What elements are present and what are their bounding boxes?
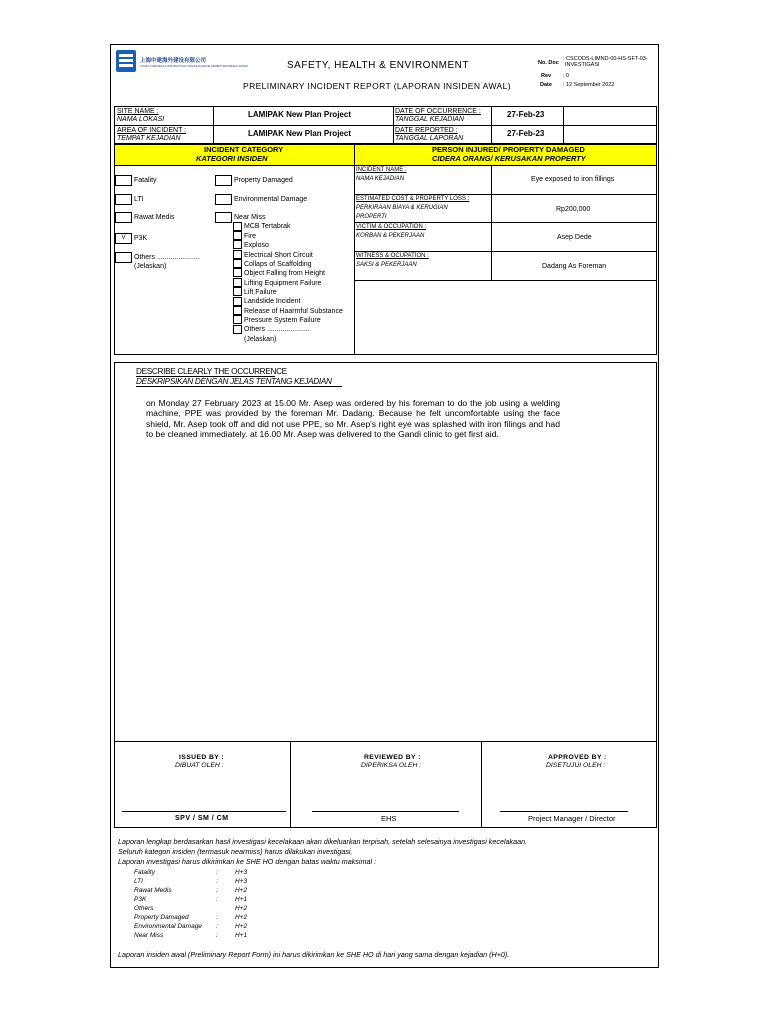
near-miss-item-checkbox[interactable] — [233, 231, 242, 240]
lti-label: LTI — [134, 196, 144, 203]
near-miss-checkbox[interactable] — [215, 212, 232, 223]
category-title-id: KATEGORI INSIDEN — [196, 154, 268, 163]
reviewed-label-id: DIPERIKSA OLEH : — [361, 762, 422, 769]
others-label: Others ...................... — [134, 254, 200, 261]
incident-name-label: INCIDENT NAME : — [356, 167, 407, 173]
cost-label-id: PERKIRAAN BIAYA & KERUGIAN — [356, 205, 448, 211]
note-line-2: Seluruh kategori insiden (termasuk nearmiss) harus dilakukan investigasi. — [118, 847, 353, 856]
deadline-separator: : — [216, 878, 218, 885]
reviewed-label: REVIEWED BY : — [364, 754, 421, 761]
deadline-value: H+2 — [235, 905, 248, 912]
occurrence-label-id: TANGGAL KEJADIAN — [395, 116, 464, 123]
environmental-damage-label: Environmental Damage — [234, 196, 308, 203]
near-miss-item: Landslide Incident — [244, 298, 301, 305]
property-damaged-label: Property Damaged — [234, 177, 293, 184]
p3k-label: P3K — [134, 235, 148, 242]
near-miss-item: Object Falling from Height — [244, 270, 325, 277]
area-label-id: TEMPAT KEJADIAN — [117, 135, 181, 142]
area-label: AREA OF INCIDENT : — [117, 127, 187, 134]
witness-label-id: SAKSI & PEKERJAAN — [356, 262, 417, 268]
incident-name-value: Eye exposed to iron fillings — [531, 176, 615, 183]
logo-icon — [116, 50, 136, 72]
deadline-separator: : — [216, 914, 218, 921]
company-name-en: CSCEC OVERSEAS CONSTRUCTION (SHANGHAI) DEVELOPMENT INDONESIA LIMITED — [140, 65, 248, 68]
near-miss-item: Pressure System Failure — [244, 317, 321, 324]
site-value: LAMIPAK New Plan Project — [248, 110, 351, 119]
deadline-category: Fatality — [134, 869, 155, 876]
deadline-value: H+3 — [235, 878, 248, 885]
victim-value: Asep Dede — [557, 234, 592, 241]
others-note: (Jelaskan) — [134, 263, 167, 270]
approved-role: Project Manager / Director — [528, 814, 616, 823]
page-title: SAFETY, HEALTH & ENVIRONMENT — [287, 60, 469, 71]
near-miss-item: MCB Tertabrak — [244, 223, 291, 230]
deadline-value: H+1 — [235, 896, 248, 903]
issued-role: SPV / SM / CM — [175, 815, 229, 822]
issued-label-id: DIBUAT OLEH : — [175, 762, 224, 769]
company-name-cn: 上海中建海外建设有限公司 — [140, 58, 207, 64]
near-miss-item-checkbox[interactable] — [233, 287, 242, 296]
cost-value: Rp200,000 — [556, 206, 591, 213]
reviewed-role: EHS — [381, 814, 397, 823]
near-miss-item: Electrical Short Circuit — [244, 252, 313, 259]
note-line-3: Laporan investigasi harus dikirimkan ke SHE HO dengan batas waktu maksimal : — [118, 857, 377, 866]
environmental-damage-checkbox[interactable] — [215, 194, 232, 205]
approved-label: APPROVED BY : — [548, 754, 607, 761]
deadline-value: H+3 — [235, 869, 248, 876]
deadline-category: Property Damaged — [134, 914, 189, 921]
description-text: on Monday 27 February 2023 at 15.00 Mr. Asep was ordered by his foreman to do the job using a welding machine, PPE was provided by the foreman Mr. Dadang. Because he felt uncomfortable using the face shield, Mr. Asep took off and did not use PPE, so Mr. Asep's right eye was splashed with iron filings and had to be cleaned immediately. at 16.00 Mr. Asep was delivered to the Gandi clinic to get first aid. — [146, 398, 560, 440]
site-label-id: NAMA LOKASI — [117, 116, 165, 123]
rawat-medis-label: Rawat Medis — [134, 214, 175, 221]
reported-label-id: TANGGAL LAPORAN — [395, 135, 464, 142]
deadline-separator: : — [216, 869, 218, 876]
approved-label-id: DISETUJUI OLEH : — [546, 762, 606, 769]
victim-label-id: KORBAN & PEKERJAAN — [356, 233, 425, 239]
deadline-value: H+2 — [235, 914, 248, 921]
near-miss-item-checkbox[interactable] — [233, 278, 242, 287]
deadline-category: Near Miss — [134, 932, 164, 939]
rev-label: Rev — [541, 73, 552, 79]
deadline-separator: : — [216, 923, 218, 930]
occurrence-value: 27-Feb-23 — [507, 110, 545, 119]
near-miss-item: Fire — [244, 233, 257, 240]
near-miss-item-checkbox[interactable] — [233, 297, 242, 306]
note-line-1: Laporan lengkap berdasarkan hasil investigasi kecelakaan akan dikeluarkan terpisah, setelah selesainya investigasi kecelakaan. — [118, 837, 528, 846]
company-logo — [116, 50, 136, 72]
note-final: Laporan insiden awal (Preliminary Report Form) ini harus dikirimkan ke SHE HO di hari yang sama dengan kejadian (H+0). — [118, 950, 510, 959]
rawat-medis-checkbox[interactable] — [115, 212, 132, 223]
area-value: LAMIPAK New Plan Project — [248, 129, 351, 138]
doc-value-2: INVESTIGASI — [565, 62, 600, 68]
near-miss-label: Near Miss — [234, 214, 266, 221]
near-miss-item: Lift Failure — [244, 289, 277, 296]
reported-label: DATE REPORTED : — [395, 127, 458, 134]
reported-value: 27-Feb-23 — [507, 129, 545, 138]
rev-value: : 0 — [563, 73, 570, 79]
deadline-separator: : — [216, 896, 218, 903]
near-miss-item: Lifting Equipment Failure — [244, 280, 322, 287]
near-miss-item-checkbox[interactable] — [233, 306, 242, 315]
p3k-checkbox[interactable]: V — [115, 233, 132, 244]
cost-label: ESTIMATED COST & PROPERTY LOSS : — [356, 196, 470, 202]
fatality-checkbox[interactable] — [115, 175, 132, 186]
near-miss-note: (Jelaskan) — [244, 336, 277, 343]
date-value: : 12 September 2022 — [563, 82, 615, 88]
near-miss-item: Exploso — [244, 242, 269, 249]
description-title: DESCRIBE CLEARLY THE OCCURRENCE — [136, 367, 287, 376]
page-subtitle: PRELIMINARY INCIDENT REPORT (LAPORAN INSIDEN AWAL) — [243, 81, 511, 91]
deadline-category: P3K — [134, 896, 147, 903]
property-damaged-checkbox[interactable] — [215, 175, 232, 186]
deadline-category: Others — [134, 905, 154, 912]
witness-label: WITNESS & OCUPATION : — [356, 253, 429, 259]
deadline-category: Rawat Medis — [134, 887, 172, 894]
near-miss-item: Collaps of Scaffolding — [244, 261, 312, 268]
site-label: SITE NAME : — [117, 108, 159, 115]
witness-value: Dadang As Foreman — [542, 263, 607, 270]
incident-name-label-id: NAMA KEJADIAN — [356, 176, 405, 182]
near-miss-item-checkbox[interactable] — [233, 325, 242, 334]
issued-label: ISSUED BY : — [179, 754, 225, 761]
deadline-category: LTI — [134, 878, 143, 885]
lti-checkbox[interactable] — [115, 194, 132, 205]
date-label: Date — [540, 82, 552, 88]
others-checkbox[interactable] — [115, 252, 132, 263]
near-miss-item-checkbox[interactable] — [233, 259, 242, 268]
near-miss-item-checkbox[interactable] — [233, 222, 242, 231]
deadline-separator: : — [216, 887, 218, 894]
injured-title: PERSON INJURED/ PROPERTY DAMAGED — [432, 145, 585, 154]
doc-label: No. Doc — [538, 60, 559, 66]
deadline-value: H+2 — [235, 887, 248, 894]
fatality-label: Fatality — [134, 177, 157, 184]
injured-title-id: CIDERA ORANG/ KERUSAKAN PROPERTY — [432, 154, 586, 163]
doc-value: : CSCODS-LIMND-00-HS-SFT-03- — [563, 56, 648, 62]
description-title-id: DESKRIPSIKAN DENGAN JELAS TENTANG KEJADIAN — [136, 377, 332, 386]
deadline-value: H+2 — [235, 923, 248, 930]
category-title: INCIDENT CATEGORY — [204, 145, 284, 154]
near-miss-item: Others ...................... — [244, 326, 310, 333]
deadline-value: H+1 — [235, 932, 248, 939]
victim-label: VICTIM & OCCUPATION : — [356, 224, 427, 230]
occurrence-label: DATE OF OCCURRENCE : — [395, 108, 481, 115]
near-miss-item-checkbox[interactable] — [233, 240, 242, 249]
deadline-category: Environmental Damage — [134, 923, 202, 930]
deadline-separator: : — [216, 932, 218, 939]
cost-label-id-2: PROPERTI — [356, 214, 387, 220]
near-miss-item-checkbox[interactable] — [233, 250, 242, 259]
near-miss-item-checkbox[interactable] — [233, 268, 242, 277]
near-miss-item: Release of Haarmful Substance — [244, 308, 343, 315]
near-miss-item-checkbox[interactable] — [233, 315, 242, 324]
